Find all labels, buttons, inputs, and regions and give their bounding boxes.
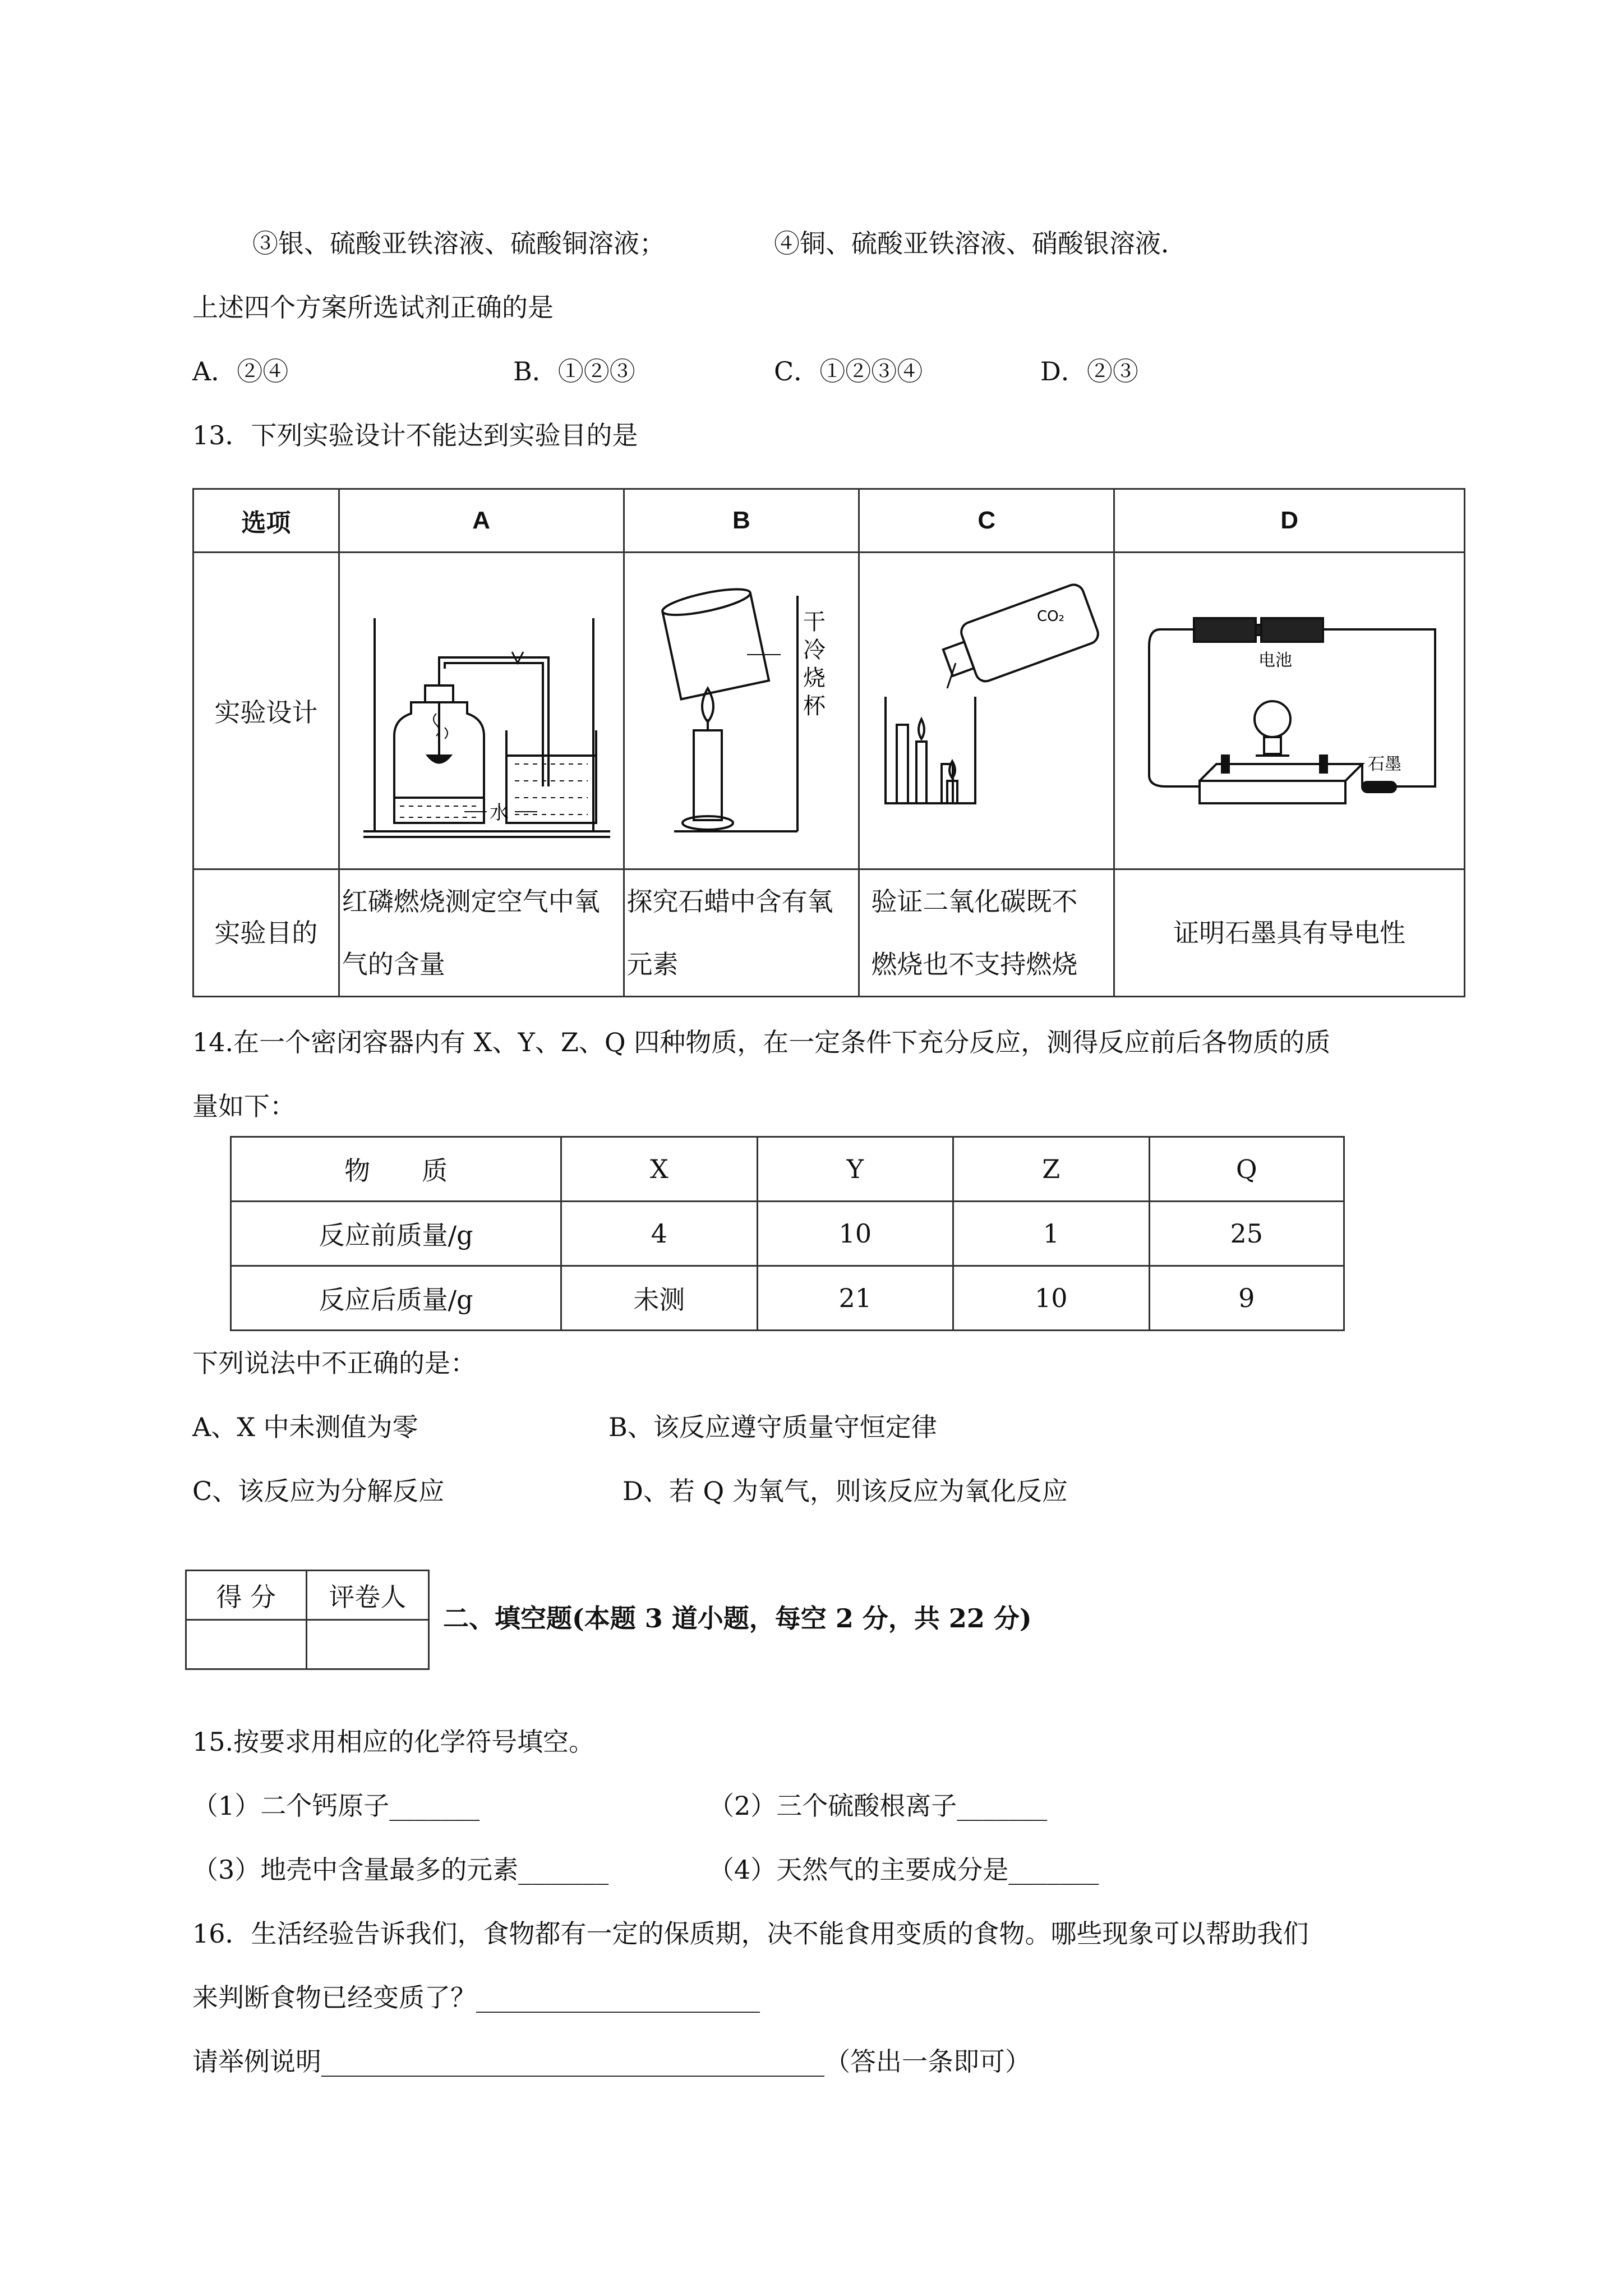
q13-purpose-d: 证明石墨具有导电性 <box>1114 869 1465 997</box>
q14-choice-c: C、该反应为分解反应 <box>192 1476 445 1506</box>
q13-purpose-a-line1: 红磷燃烧测定空气中氧 <box>342 886 600 917</box>
cup-label-3: 烧 <box>803 665 826 691</box>
q14-header-y: Y <box>757 1137 953 1202</box>
graphite-label: 石墨 <box>1368 754 1402 774</box>
q12-choice-b: B．①②③ <box>513 356 635 386</box>
q13-figure-c-cell <box>859 553 1114 869</box>
q13-table <box>192 488 1465 997</box>
q12-question: 上述四个方案所选试剂正确的是 <box>192 292 554 323</box>
q13-figure-d-cell <box>1114 553 1465 869</box>
table-row <box>231 1266 1344 1331</box>
q12-choice-a: A．②④ <box>192 356 289 386</box>
q14-after-q: 9 <box>1149 1266 1344 1331</box>
table-row <box>231 1202 1344 1266</box>
q13-purpose-b-line1: 探究石蜡中含有氧 <box>626 886 833 917</box>
q14-before-label: 反应前质量/g <box>231 1202 561 1266</box>
q13-purpose-c-line2: 燃烧也不支持燃烧 <box>871 949 1078 979</box>
q14-before-z: 1 <box>953 1202 1149 1266</box>
q15-item-3[interactable]: （3）地壳中含量最多的元素_______ <box>192 1855 609 1885</box>
co2-pouring-candles-figure <box>863 568 1110 848</box>
cup-label-4: 杯 <box>803 693 826 719</box>
q16-line3[interactable]: 请举例说明_______________________________________（答出一条即可） <box>192 2046 1031 2077</box>
q14-header-z: Z <box>953 1137 1149 1202</box>
q12-choice-c: C．①②③④ <box>774 356 923 386</box>
q15-stem: 15.按要求用相应的化学符号填空。 <box>192 1727 595 1757</box>
q13-purpose-b-line2: 元素 <box>626 949 679 979</box>
q12-option-3: ③银、硫酸亚铁溶液、硫酸铜溶液； <box>252 228 665 259</box>
q14-mass-table <box>230 1136 1345 1331</box>
q14-before-x: 4 <box>561 1202 757 1266</box>
q12-choice-d: D．②③ <box>1040 356 1138 386</box>
graphite-conductivity-circuit-figure <box>1121 568 1458 848</box>
q13-stem: 13．下列实验设计不能达到实验目的是 <box>192 420 638 450</box>
q14-header-x: X <box>561 1137 757 1202</box>
q13-figure-b-cell <box>624 553 859 869</box>
q14-after-label: 反应后质量/g <box>231 1266 561 1331</box>
q14-before-q: 25 <box>1149 1202 1344 1266</box>
q14-after-z: 10 <box>953 1266 1149 1331</box>
q15-item-1[interactable]: （1）二个钙原子_______ <box>192 1791 480 1821</box>
grader-header: 评卷人 <box>306 1571 428 1620</box>
q13-purpose-c <box>859 869 1114 997</box>
score-header: 得 分 <box>186 1571 307 1620</box>
q13-purpose-b <box>624 869 859 997</box>
candle-cold-beaker-figure <box>629 568 854 848</box>
q13-header-option: 选项 <box>193 489 339 553</box>
red-phosphorus-apparatus-figure <box>347 568 616 848</box>
q15-item-2[interactable]: （2）三个硫酸根离子_______ <box>708 1791 1048 1821</box>
water-label: 水 <box>490 801 509 824</box>
q13-purpose-a-line2: 气的含量 <box>342 949 445 979</box>
q14-before-y: 10 <box>757 1202 953 1266</box>
q13-purpose-a <box>339 869 624 997</box>
q14-choice-b: B、该反应遵守质量守恒定律 <box>608 1412 937 1442</box>
q14-header-q: Q <box>1149 1137 1344 1202</box>
q12-option-4: ④铜、硫酸亚铁溶液、硝酸银溶液． <box>774 228 1187 259</box>
score-cell[interactable] <box>186 1620 307 1669</box>
q14-stem-line2: 量如下： <box>192 1091 296 1121</box>
q15-item-4[interactable]: （4）天然气的主要成分是_______ <box>708 1855 1099 1885</box>
q14-question: 下列说法中不正确的是： <box>192 1348 476 1378</box>
q14-header-substance: 物 质 <box>231 1137 561 1202</box>
cup-label-2: 冷 <box>803 637 826 663</box>
q14-after-y: 21 <box>757 1266 953 1331</box>
q13-purpose-c-line1: 验证二氧化碳既不 <box>871 886 1078 917</box>
section-title: 二、填空题(本题 3 道小题，每空 2 分，共 22 分) <box>443 1603 1032 1634</box>
q13-row-design-label: 实验设计 <box>193 553 339 869</box>
q13-header-c: C <box>859 489 1114 553</box>
score-box <box>185 1570 430 1670</box>
q13-header-d: D <box>1114 489 1465 553</box>
q14-choice-d: D、若 Q 为氧气，则该反应为氧化反应 <box>623 1476 1068 1506</box>
q14-after-x: 未测 <box>561 1266 757 1331</box>
q13-header-b: B <box>624 489 859 553</box>
q14-choice-a: A、X 中未测值为零 <box>192 1412 418 1442</box>
co2-label: CO₂ <box>1037 608 1065 625</box>
q13-figure-a-cell <box>339 553 624 869</box>
grader-cell[interactable] <box>306 1620 428 1669</box>
q16-line1: 16．生活经验告诉我们，食物都有一定的保质期，决不能食用变质的食物。哪些现象可以帮助我们 <box>192 1918 1309 1949</box>
q14-stem-line1: 14.在一个密闭容器内有 X、Y、Z、Q 四种物质，在一定条件下充分反应，测得反应前后各物质的质 <box>192 1027 1331 1057</box>
battery-label: 电池 <box>1258 650 1293 670</box>
q16-line2[interactable]: 来判断食物已经变质了？______________________ <box>192 1982 760 2013</box>
cup-label-1: 干 <box>803 609 826 635</box>
q13-header-a: A <box>339 489 624 553</box>
q13-row-purpose-label: 实验目的 <box>193 869 339 997</box>
